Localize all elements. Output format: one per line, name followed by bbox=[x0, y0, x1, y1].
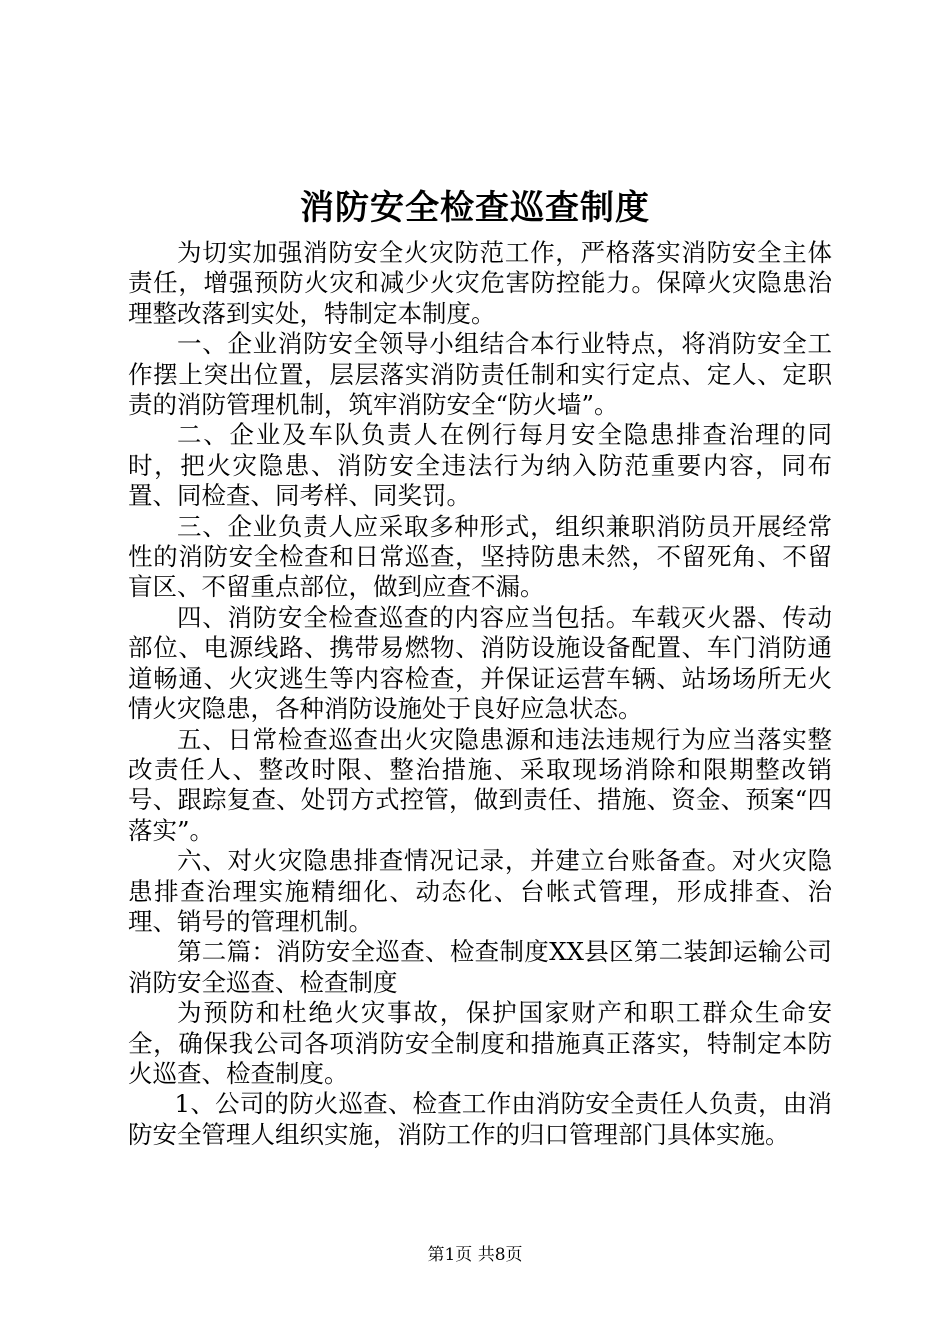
paragraph-section-2-intro: 为预防和杜绝火灾事故，保护国家财产和职工群众生命安全，确保我公司各项消防安全制度和措施真正落实，特制定本防火巡查、检查制度。 bbox=[128, 998, 832, 1088]
paragraph-item-1: 一、企业消防安全领导小组结合本行业特点，将消防安全工作摆上突出位置，层层落实消防责任制和实行定点、定人、定职责的消防管理机制，筑牢消防安全“防火墙”。 bbox=[128, 329, 832, 420]
paragraph-item-2: 二、企业及车队负责人在例行每月安全隐患排查治理的同时，把火灾隐患、消防安全违法行为纳入防范重要内容，同布置、同检查、同考样、同奖罚。 bbox=[128, 420, 832, 511]
paragraph-item-5: 五、日常检查巡查出火灾隐患源和违法违规行为应当落实整改责任人、整改时限、整治措施、采取现场消除和限期整改销号、跟踪复查、处罚方式控管，做到责任、措施、资金、预案“四落实”。 bbox=[128, 724, 832, 845]
document-body bbox=[128, 238, 832, 1150]
paragraph-item-4: 四、消防安全检查巡查的内容应当包括。车载灭火器、传动部位、电源线路、携带易燃物、消防设施设备配置、车门消防通道畅通、火灾逃生等内容检查，并保证运营车辆、站场场所无火情火灾隐患，各种消防设施处于良好应急状态。 bbox=[128, 602, 832, 724]
paragraph-item-3: 三、企业负责人应采取多种形式，组织兼职消防员开展经常性的消防安全检查和日常巡查，坚持防患未然，不留死角、不留盲区、不留重点部位，做到应查不漏。 bbox=[128, 511, 832, 602]
paragraph-section-2-heading: 第二篇：消防安全巡查、检查制度XX县区第二装卸运输公司消防安全巡查、检查制度 bbox=[128, 937, 832, 997]
page-number-footer: 第1页 共8页 bbox=[427, 1245, 523, 1265]
document-title: 消防安全检查巡查制度 bbox=[300, 188, 650, 228]
paragraph-section-2-item-1: 1、公司的防火巡查、检查工作由消防安全责任人负责，由消防安全管理人组织实施，消防工作的归口管理部门具体实施。 bbox=[128, 1089, 832, 1149]
paragraph-item-6: 六、对火灾隐患排查情况记录，并建立台账备查。对火灾隐患排查治理实施精细化、动态化、台帐式管理，形成排查、治理、销号的管理机制。 bbox=[128, 846, 832, 936]
paragraph-intro: 为切实加强消防安全火灾防范工作，严格落实消防安全主体责任，增强预防火灾和减少火灾危害防控能力。保障火灾隐患治理整改落到实处，特制定本制度。 bbox=[128, 238, 832, 328]
